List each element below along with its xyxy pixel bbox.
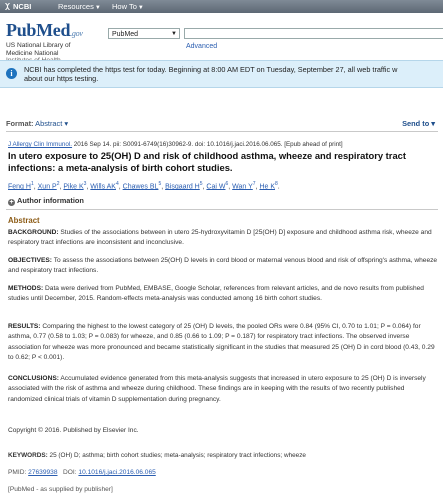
abstract-conclusions: [8, 374, 438, 405]
chevron-down-icon: ▾: [431, 119, 435, 128]
ncbi-logo[interactable]: [4, 0, 31, 13]
conclusions-text: Accumulated evidence generated from this meta-analysis suggests that increased in utero exposure to 25 (OH) D is inversely associated with the risk of asthma and wheeze during childhood. These findings are in keeping with the results of two recently published randomized clinical trials of vitamin D supplementation during pregnancy.: [8, 375, 426, 403]
doi-link[interactable]: 10.1016/j.jaci.2016.06.065: [78, 469, 156, 476]
article-title: In utero exposure to 25(OH) D and risk of childhood asthma, wheeze and respiratory tract infections: a meta-analysis of birth cohort studies.: [8, 150, 406, 173]
abstract-objectives: [8, 256, 438, 277]
abstract-methods: [8, 284, 438, 305]
database-select[interactable]: [108, 28, 180, 39]
author-affiliation-number[interactable]: 5: [199, 181, 203, 187]
author-separator: ,: [59, 183, 64, 191]
org-line-1: US National Library of: [6, 42, 71, 49]
https-notice-banner: [0, 60, 443, 88]
author-affiliation-number[interactable]: 5: [158, 181, 162, 187]
pmid-link[interactable]: 27639938: [28, 469, 58, 476]
background-text: Studies of the associations between in utero 25-hydroxyvitamin D [25(OH) D] exposure and childhood asthma risk, wheeze and respiratory tract infections are inconsistent and inconclusive.: [8, 229, 432, 247]
author-separator: .: [277, 183, 280, 191]
search-input[interactable]: [184, 28, 443, 39]
info-icon: i: [6, 68, 17, 79]
author-separator: ,: [202, 183, 207, 191]
send-to-label: Send to: [402, 119, 430, 128]
notice-line-2: about our https testing.: [24, 74, 99, 83]
pubmed-header: [0, 13, 443, 60]
divider: [6, 209, 438, 210]
publication-status: [PubMed - as supplied by publisher]: [8, 486, 113, 493]
org-line-2: Medicine National: [6, 49, 59, 57]
results-label: RESULTS:: [8, 323, 41, 330]
keywords-line: [8, 452, 306, 459]
select-arrow-icon: ▼: [171, 31, 177, 37]
methods-text: Data were derived from PubMed, EMBASE, Google Scholar, references from relevant articles, and de novo results from published studies until December, 2015. Random-effects meta-analysis was conducted among 16 birth cohort studies.: [8, 285, 424, 303]
author-affiliation-number[interactable]: 7: [252, 181, 256, 187]
author-link[interactable]: Wills AK: [90, 183, 116, 191]
format-selector[interactable]: [6, 119, 68, 128]
author-link[interactable]: Chawes BL: [122, 183, 159, 191]
author-separator: ,: [86, 183, 91, 191]
journal-link[interactable]: J Allergy Clin Immunol.: [8, 141, 73, 148]
author-affiliation-number[interactable]: 1: [30, 181, 34, 187]
format-label: Format:: [6, 119, 34, 128]
copyright-notice: Copyright © 2016. Published by Elsevier Inc.: [8, 427, 139, 434]
author-link[interactable]: Bisgaard H: [165, 183, 200, 191]
pmid-doi-line: [8, 469, 156, 476]
dna-icon: [4, 3, 11, 10]
resources-menu-label: Resources: [58, 2, 94, 11]
author-link[interactable]: Feng H: [8, 183, 31, 191]
chevron-down-icon: ▼: [94, 5, 101, 11]
format-value: Abstract: [35, 119, 63, 128]
author-separator: ,: [255, 183, 260, 191]
author-affiliation-number[interactable]: 4: [115, 181, 119, 187]
chevron-down-icon: ▼: [137, 5, 144, 11]
send-to-button[interactable]: [402, 119, 435, 128]
methods-label: METHODS:: [8, 285, 44, 292]
citation-line: [8, 141, 343, 148]
abstract-results: [8, 322, 438, 363]
keywords-text: 25 (OH) D; asthma; birth cohort studies; meta-analysis; respiratory tract infections; wheeze: [47, 452, 306, 459]
divider: [6, 131, 438, 132]
author-affiliation-number[interactable]: 6: [225, 181, 229, 187]
author-link[interactable]: Xun P: [37, 183, 57, 191]
author-affiliation-number[interactable]: 8: [275, 181, 278, 187]
results-text: Comparing the highest to the lowest category of 25 (OH) D levels, the pooled ORs were 0.84 (95% CI, 0.70 to 1.01; P = 0.064) for asthma, 0.77 (0.58 to 1.03; P = 0.083) for wheeze, and 0.85 (0.66 to 1.09; P = 0.187) for respiratory tract infections. The observed inverse association for wheeze was more pronounced and became statistically significant in the studies that measured 25 (OH) D in cord blood (0.43, 0.29 to 0.62; P < 0.001).: [8, 323, 435, 361]
keywords-label: KEYWORDS:: [8, 452, 48, 459]
ncbi-logo-text: NCBI: [13, 2, 32, 11]
conclusions-label: CONCLUSIONS:: [8, 375, 59, 382]
author-information-toggle[interactable]: [8, 196, 84, 206]
author-separator: ,: [228, 183, 233, 191]
author-link[interactable]: Wan Y: [232, 183, 253, 191]
notice-message: [24, 65, 443, 83]
author-separator: ,: [118, 183, 123, 191]
author-separator: ,: [161, 183, 166, 191]
notice-line-1: NCBI has completed the https test for today. Beginning at 8:00 AM EDT on Tuesday, September 27, all web traffic w: [24, 65, 398, 74]
abstract-heading: Abstract: [8, 216, 40, 225]
pubmed-logo-text: PubMed: [6, 20, 71, 40]
author-separator: ,: [33, 183, 38, 191]
author-information-label: Author information: [17, 196, 84, 205]
how-to-menu-label: How To: [112, 2, 137, 11]
author-link[interactable]: Pike K: [63, 183, 84, 191]
author-affiliation-number[interactable]: 2: [56, 181, 60, 187]
expand-plus-icon: +: [9, 199, 14, 206]
pubmed-logo[interactable]: [6, 20, 83, 41]
author-list: [8, 181, 280, 190]
advanced-search-link[interactable]: Advanced: [186, 43, 218, 50]
author-affiliation-number[interactable]: 3: [83, 181, 87, 187]
chevron-down-icon: ▾: [64, 119, 69, 128]
objectives-label: OBJECTIVES:: [8, 257, 52, 264]
pubmed-logo-suffix: .gov: [70, 29, 83, 38]
doi-label: DOI:: [63, 469, 77, 476]
ncbi-top-bar: [0, 0, 443, 13]
background-label: BACKGROUND:: [8, 229, 59, 236]
author-link[interactable]: He K: [259, 183, 276, 191]
abstract-background: [8, 228, 438, 249]
pmid-label: PMID:: [8, 469, 27, 476]
author-link[interactable]: Cai W: [206, 183, 226, 191]
objectives-text: To assess the associations between 25(OH) D levels in cord blood or maternal venous blood and risk of offspring's asthma, wheeze and respiratory tract infections.: [8, 257, 438, 275]
database-select-value: PubMed: [112, 31, 139, 38]
citation-details: 2016 Sep 14. pii: S0091-6749(16)30962-9. doi: 10.1016/j.jaci.2016.06.065. [Epub ahead of print]: [72, 141, 343, 148]
